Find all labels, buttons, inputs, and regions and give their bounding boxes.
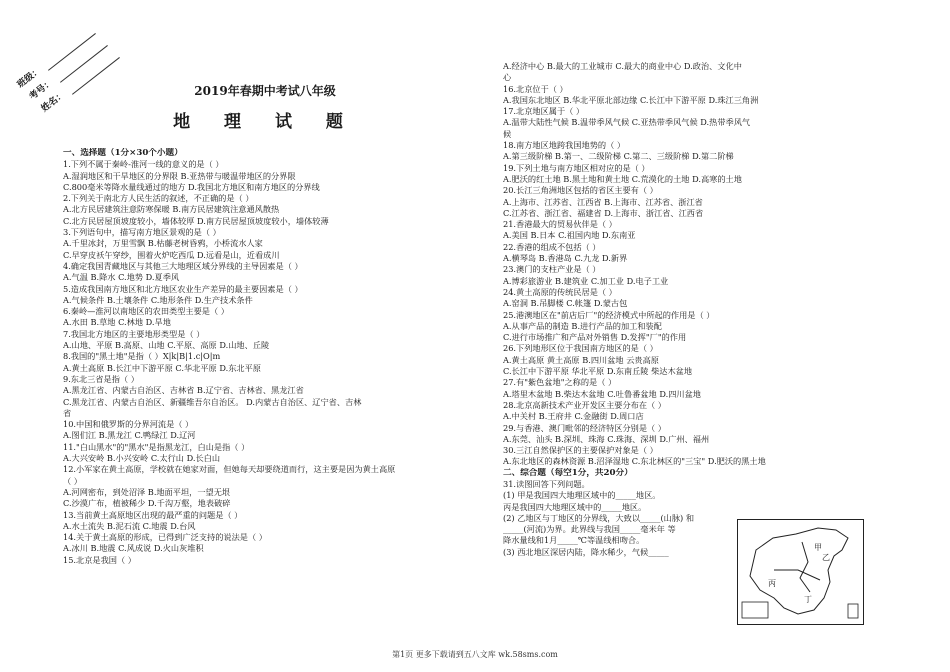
question-line: C.江苏省、浙江省、福建省 D.上海市、浙江省、江西省 (503, 207, 704, 218)
question-line: 27.有"紫色盆地"之称的是（ ） (503, 377, 617, 388)
question-line: A.温带大陆性气候 B.温带季风气候 C.亚热带季风气候 D.热带季风气 (503, 117, 751, 128)
question-line: A.我国东北地区 B.华北平原北部边缘 C.长江中下游平原 D.珠江三角洲 (503, 94, 759, 105)
question-line: 28.北京高新技术产业开发区主要分布在（ ） (503, 399, 666, 410)
question-line: A.第三级阶梯 B.第一、二级阶梯 C.第二、三级阶梯 D.第二阶梯 (503, 151, 734, 162)
question-line: 25.港澳地区在"前店后厂"的经济模式中所起的作用是（ ） (503, 309, 715, 320)
south-china-sea-inset (848, 604, 858, 618)
exam-title: 2019年春期中考试八年级 (194, 84, 336, 98)
question-line: 8.我国的"黑土地"是指（ ）X|k|B|1.c|O|m (63, 351, 221, 362)
question-line: 14.关于黄土高原的形成，已得到广泛支持的说法是（ ） (63, 532, 267, 543)
section-heading: 一、选择题（1分×30个小题） (63, 148, 183, 158)
question-line: A.气候条件 B.土壤条件 C.地形条件 D.生产技术条件 (63, 294, 253, 305)
section-heading: 二、综合题（每空1分，共20分） (503, 467, 633, 478)
question-line: A.湿润地区和干旱地区的分界限 B.亚热带与暖温带地区的分界限 (63, 170, 296, 181)
number-blank-line (60, 45, 108, 83)
question-line: 丙是我国四大地理区域中的_____地区。 (503, 501, 647, 512)
question-line: 23.澳门的支柱产业是（ ） (503, 264, 601, 275)
question-line: C.黑龙江省、内蒙古自治区、新疆维吾尔自治区。 D.内蒙古自治区、辽宁省、吉林 (63, 396, 362, 407)
question-line: (2) 乙地区与丁地区的分界线，大致以_____(山脉) 和 (503, 512, 695, 523)
question-line: 降水量线和1月_____℃等温线相吻合。 (503, 535, 645, 546)
left-column (63, 148, 483, 566)
question-line: C.进行市场推广和产品对外销售 D.发挥"厂"的作用 (503, 332, 687, 343)
question-line: A.塔里木盆地 B.柴达木盆地 C.吐鲁番盆地 D.四川盆地 (503, 388, 701, 399)
question-line: A.千里冰封，万里雪飘 B.枯藤老树昏鸦，小桥流水人家 (63, 238, 263, 249)
title-block (60, 82, 470, 132)
question-line: 15.北京是我国（ ） (63, 554, 136, 565)
map-label-yi: 乙 (822, 553, 830, 562)
question-line: A.上海市、江苏省、江西省 B.上海市、江苏省、浙江省 (503, 196, 703, 207)
question-line: C.北方民居屋顶坡度较小，墙体较厚 D.南方民居屋顶坡度较小，墙体较薄 (63, 215, 329, 226)
question-line: _____(河流)为界。此界线与我国_____毫米年 等 (503, 524, 676, 535)
question-line: 17.北京地区属于（ ） (503, 106, 585, 117)
qinling-huaihe-line (774, 570, 820, 580)
question-line: A.黑龙江省、内蒙古自治区、吉林省 B.辽宁省、吉林省、黑龙江省 (63, 385, 304, 396)
map-label-ding: 丁 (804, 595, 812, 604)
question-line: 29.与香港、澳门毗邻的经济特区分别是（ ） (503, 422, 666, 433)
question-line: A.气温 B.降水 C.地势 D.夏季风 (63, 272, 180, 283)
question-line: 3.下列语句中，描写南方地区景观的是（ ） (63, 227, 221, 238)
question-line: C.早穿皮袄午穿纱，围着火炉吃西瓜 D.远看是山，近看成川 (63, 249, 280, 260)
question-line: A.博彩旅游业 B.建筑业 C.加工业 D.电子工业 (503, 275, 669, 286)
question-line: (3) 西北地区深居内陆，降水稀少，气候_____ (503, 546, 669, 557)
question-line: A.冰川 B.地震 C.风成说 D.火山灰堆积 (63, 543, 204, 554)
class-blank-line (48, 33, 96, 71)
question-line: A.东莞、汕头 B.深圳、珠海 C.珠海、深圳 D.广州、福州 (503, 433, 710, 444)
question-line: A.经济中心 B.最大的工业城市 C.最大的商业中心 D.政治、文化中 (503, 61, 742, 71)
question-line: A.河网密布，到处沼泽 B.地面平坦，一望无垠 (63, 486, 231, 497)
map-outline (738, 520, 863, 624)
question-line: 9.东北三省是指（ ） (63, 373, 139, 384)
question-line: 31.读图回答下列问题。 (503, 478, 590, 489)
question-line: A.肥沃的红土地 B.黑土地和黄土地 C.荒漠化的土地 D.高寒的土地 (503, 173, 742, 184)
question-line: 26.下列地形区位于我国南方地区的是（ ） (503, 343, 658, 354)
question-line: （ ） (63, 475, 82, 486)
question-line: 20.长江三角洲地区包括的省区主要有（ ） (503, 185, 658, 196)
page-footer: 第1页 更多下载请到五八文库 wk.58sms.com (392, 650, 558, 659)
question-line: A.水田 B.草地 C.林地 D.旱地 (63, 317, 171, 328)
right-column (503, 61, 893, 558)
name-label: 姓名： (39, 89, 68, 115)
map-label-jia: 甲 (814, 543, 822, 552)
question-line: 4.确定我国青藏地区与其他三大地理区域分界线的主导因素是（ ） (63, 260, 303, 271)
number-label: 考号： (27, 77, 56, 103)
question-line: C.沙漠广布，植被稀少 D.千沟万壑，地表破碎 (63, 498, 231, 509)
question-line: 省 (63, 407, 72, 418)
question-line: 10.中国和俄罗斯的分界河流是（ ） (63, 419, 194, 430)
class-label: 班级： (15, 65, 44, 91)
question-line: A.从事产品的制造 B.进行产品的加工和装配 (503, 320, 662, 331)
question-line: A.窑洞 B.吊脚楼 C.帐篷 D.蒙古包 (503, 298, 628, 309)
region-boundary (800, 542, 810, 592)
question-line: 16.北京位于（ ） (503, 83, 568, 94)
question-line: A.东北地区的森林资源 B.沼泽湿地 C.东北林区的"三宝" D.肥沃的黑土地 (503, 456, 766, 467)
question-line: A.横琴岛 B.香港岛 C.九龙 D.新界 (503, 253, 628, 264)
question-line: A.北方民居建筑注意防寒保暖 B.南方民居建筑注意通风散热 (63, 204, 280, 215)
question-line: 24.黄土高原的传统民居是（ ） (503, 286, 617, 297)
question-line: 11."白山黑水"的"黑水"是指黑龙江，白山是指（ ） (63, 441, 250, 452)
question-line: A.美国 B.日本 C.祖国内地 D.东南亚 (503, 230, 636, 241)
question-line: A.图们江 B.黑龙江 C.鸭绿江 D.辽河 (63, 430, 196, 441)
question-line: 19.下列土地与南方地区相对应的是（ ） (503, 162, 650, 173)
question-line: 2.下列关于南北方人民生活的叙述，不正确的是（ ） (63, 193, 254, 204)
map-legend-box (742, 602, 768, 618)
question-line: A.大兴安岭 B.小兴安岭 C.太行山 D.长白山 (63, 453, 221, 464)
question-line: 22.香港的组成不包括（ ） (503, 241, 601, 252)
question-line: A.中关村 B.王府井 C.金融街 D.周口店 (503, 411, 644, 422)
question-line: C.800毫米等降水量线通过的地方 D.我国北方地区和南方地区的分界线 (63, 181, 320, 192)
map-label-bing: 丙 (768, 579, 776, 588)
question-line: A.黄土高原 黄土高原 B.四川盆地 云贵高原 (503, 354, 659, 365)
question-line: 7.我国北方地区的主要地形类型是（ ） (63, 328, 205, 339)
question-line: 21.香港最大的贸易伙伴是（ ） (503, 219, 617, 230)
question-line: 18.南方地区地跨我国地势的（ ） (503, 140, 626, 151)
question-line: A.黄土高原 B.长江中下游平原 C.华北平原 D.东北平原 (63, 362, 261, 373)
question-line: A.山地、平原 B.高原、山地 C.平原、高原 D.山地、丘陵 (63, 340, 270, 351)
question-line: C.长江中下游平原 华北平原 D.东南丘陵 柴达木盆地 (503, 366, 693, 377)
question-line: 1.下列不属于秦岭-淮河一线的意义的是（ ） (63, 159, 224, 170)
question-line: (1) 甲是我国四大地理区域中的_____地区。 (503, 490, 661, 501)
question-line: A.水土流失 B.泥石流 C.地震 D.台风 (63, 520, 196, 531)
question-line: 心 (503, 72, 512, 83)
question-line: 13.当前黄土高原地区出现的最严重的问题是（ ） (63, 509, 243, 520)
question-line: 6.秦岭—淮河以南地区的农田类型主要是（ ） (63, 306, 229, 317)
question-line: 候 (503, 128, 512, 139)
subject-title: 地 理 试 题 (173, 112, 357, 132)
china-region-map (737, 519, 864, 625)
question-line: 30.三江自然保护区的主要保护对象是（ ） (503, 445, 658, 456)
question-line: 5.造成我国南方地区和北方地区农业生产差异的最主要因素是（ ） (63, 283, 303, 294)
question-line: 12.小军家在黄土高原，学校就在她家对面，但她每天却要绕道而行，这主要是因为黄土高原 (63, 464, 396, 475)
